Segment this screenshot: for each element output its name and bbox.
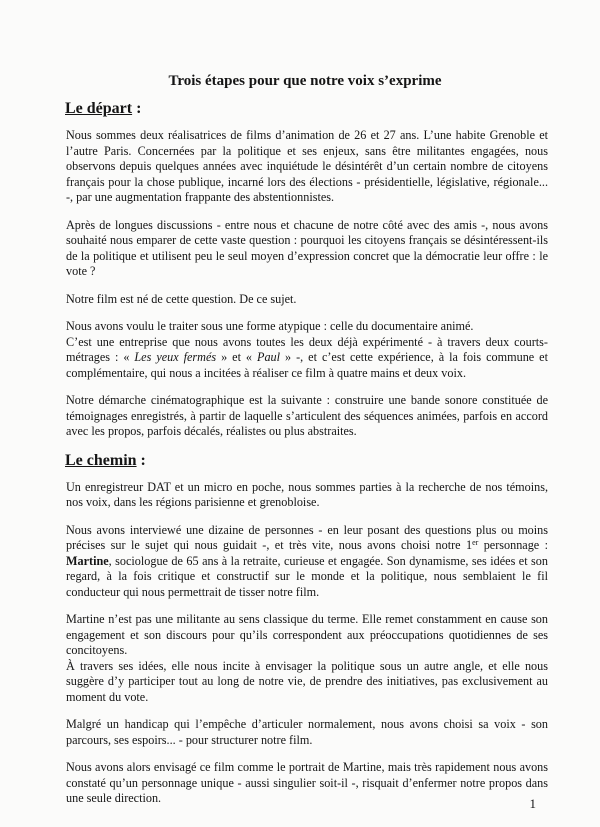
document-title: Trois étapes pour que notre voix s’exprime [168, 73, 442, 89]
paragraph-depart-5: Notre démarche cinématographique est la suivante : construire une bande sonore constituée de témoignages enregistrés, à partir de laquelle s’articulent des séquences animées, parfois en accord avec les propos, parfois décalés, réalistes ou plus abstraites. [66, 393, 548, 438]
film-title-paul: Paul [257, 350, 281, 364]
paragraph-chemin-3 [66, 612, 548, 705]
page-number: 1 [529, 796, 536, 811]
paragraph-depart-4-line-1: Nous avons voulu le traiter sous une forme atypique : celle du documentaire animé. [66, 319, 474, 333]
paragraph-chemin-4: Malgré un handicap qui l’empêche d’articuler normalement, nous avons choisi sa voix - son parcours, ses espoirs... - pour structurer notre film. [66, 717, 548, 747]
paragraph-chemin-2-text-c: , sociologue de 65 ans à la retraite, curieuse et engagée. Son dynamisme, ses idées et son regard, à la fois critique et constructif sur le monde et la politique, nous semblaient le fil conducteur qui nous permettrait de tisser notre film. [66, 553, 548, 599]
paragraph-chemin-3-line-b: À travers ses idées, elle nous incite à envisager la politique sous un autre angle, et elle nous suggère d’y participer tout au long de notre vie, de prendre des initiatives, pas exclusivement au moment du vote. [66, 658, 548, 704]
film-title-yeux-fermes: Les yeux fermés [134, 350, 217, 364]
section-heading-chemin [65, 452, 548, 470]
section-heading-depart [65, 100, 548, 118]
paragraph-depart-4 [66, 319, 548, 381]
section-heading-chemin-suffix: : [136, 451, 146, 469]
paragraph-depart-3: Notre film est né de cette question. De ce sujet. [66, 291, 297, 306]
section-heading-depart-text: Le départ [65, 100, 133, 117]
paragraph-depart-4-text-b: » et « [216, 350, 258, 364]
paragraph-chemin-3-line-a: Martine n’est pas une militante au sens classique du terme. Elle remet constamment en cause son engagement et son discours pour qu’ils correspondent aux préoccupations quotidiennes de ses concitoyens. [66, 612, 548, 657]
paragraph-chemin-1: Un enregistreur DAT et un micro en poche, nous sommes parties à la recherche de nos témoins, nos voix, dans les régions parisienne et grenobloise. [66, 479, 548, 509]
paragraph-chemin-5: Nous avons alors envisagé ce film comme le portrait de Martine, mais très rapidement nous avons constaté qu’un personnage unique - aussi singulier soit-il -, risquait d’enfermer notre propos dans une seule direction. [66, 760, 548, 805]
paragraph-chemin-2 [66, 523, 548, 601]
character-name-martine: Martine [66, 553, 109, 568]
paragraph-depart-4-text-a: C’est une entreprise que nous avons toutes les deux déjà expérimenté - à travers deux courts-métrages : « [66, 334, 548, 364]
section-heading-chemin-text: Le chemin [65, 451, 137, 469]
paragraph-chemin-2-text-a: Nous avons interviewé une dizaine de personnes - en leur posant des questions plus ou moins précises sur le sujet qui nous guidait -, et très vite, nous avons choisi notre 1 [66, 522, 548, 552]
paragraph-depart-2: Après de longues discussions - entre nous et chacune de notre côté avec des amis -, nous avons souhaité nous emparer de cette vaste question : pourquoi les citoyens français se désintéressent-ils de la politique et utilisent peu le seul moyen d’expression concret que la démocratie leur offre : le vote ? [66, 217, 548, 278]
paragraph-chemin-2-text-b: personnage : [478, 538, 548, 552]
ordinal-superscript: er [472, 538, 479, 547]
paragraph-depart-1: Nous sommes deux réalisatrices de films d’animation de 26 et 27 ans. L’une habite Grenoble et l’autre Paris. Concernées par la politique et ses enjeux, sans être militantes engagées, nous observons depuis quelques années avec inquiétude le désintérêt d’un certain nombre de citoyens français pour la chose publique, incarné lors des élections - présidentielle, législative, régionale... -, par une augmentation frappante des abstentionnistes. [66, 128, 548, 204]
paragraph-depart-4-text-c: » -, et c’est cette expérience, à la fois commune et complémentaire, qui nous a incitées à réaliser ce film à quatre mains et deux voix. [66, 350, 548, 380]
section-heading-depart-suffix: : [132, 100, 142, 117]
